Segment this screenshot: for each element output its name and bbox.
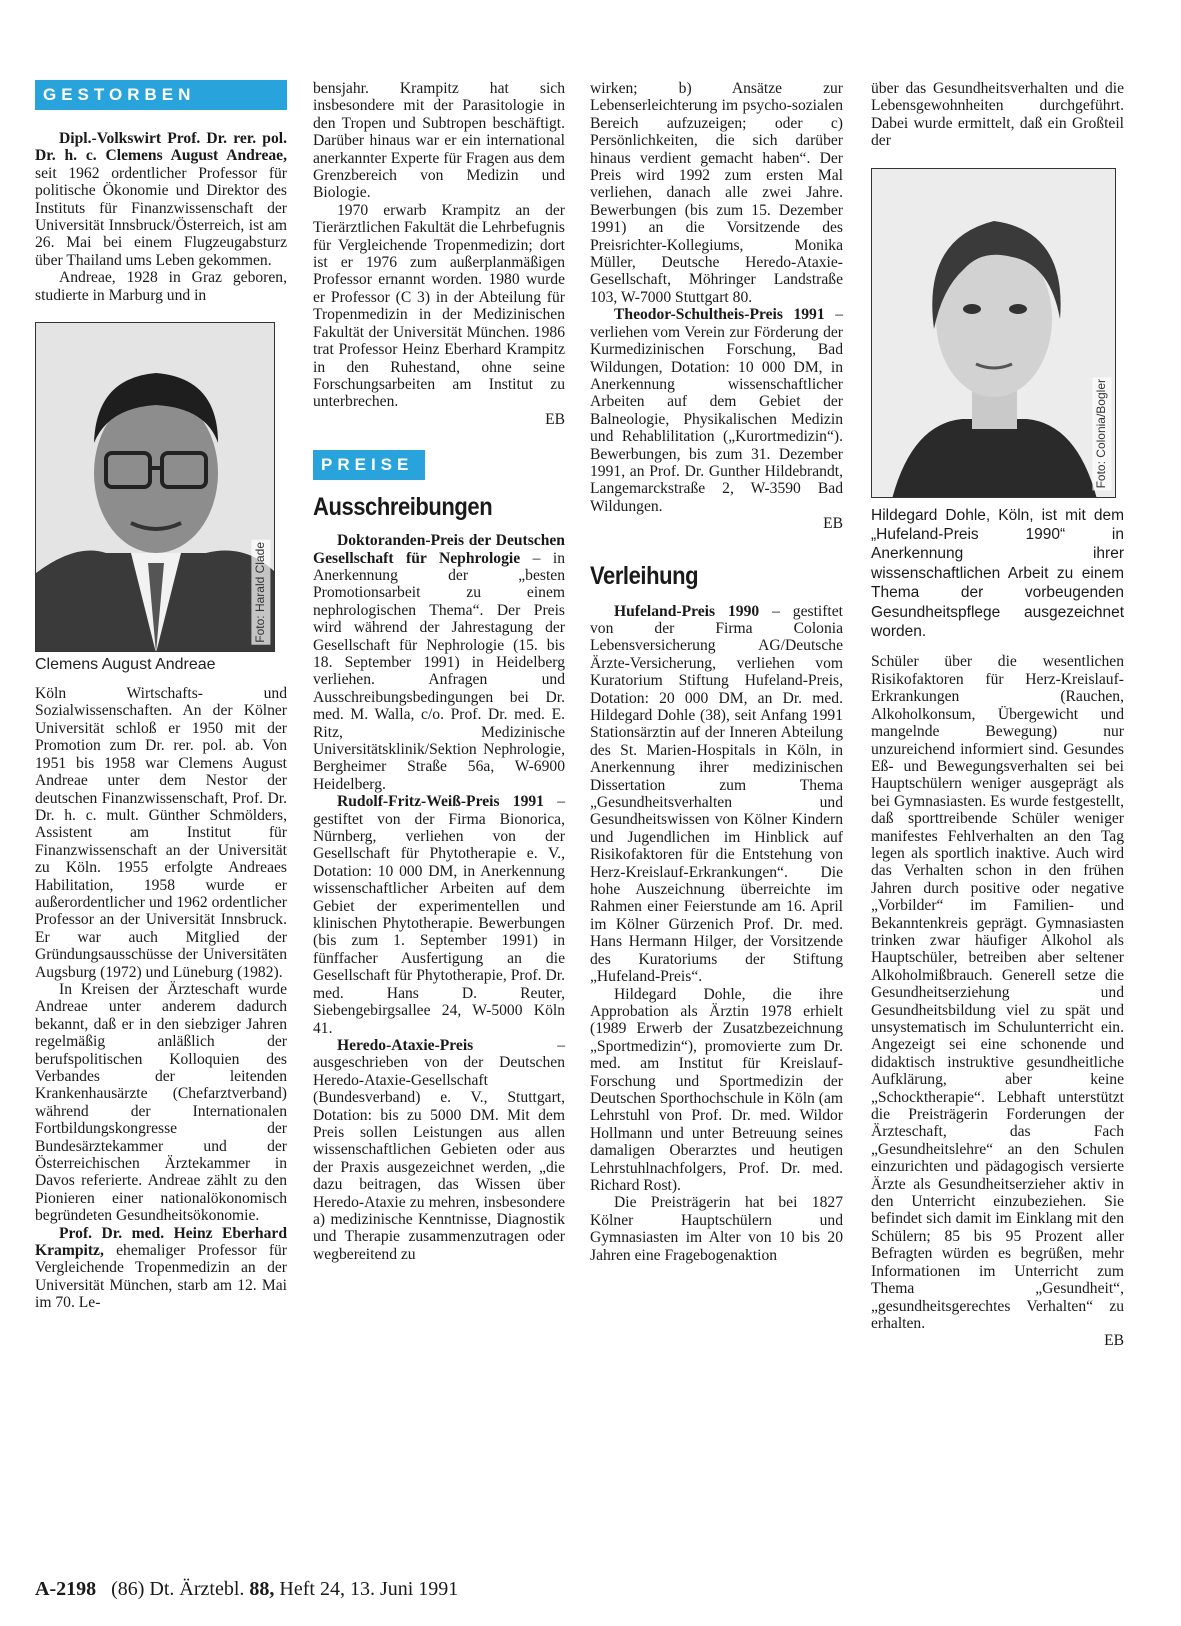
award-entry: Doktoranden-Preis der Deutschen Gesellschaft für Nephrologie – in Anerkennung der „besten Promotionsarbeit zu einem nephrologischen Thema“. Der Preis wird während der Jahrestagung der Gesellschaft für Nephrologie (15. bis 18. September 1991) in Heidelberg verliehen. Anfragen und Ausschreibungsbedingungen bei Dr. med. M. Walla, c/o. Prof. Dr. med. E. Ritz, Medizinische Universitätsklinik/Sektion Nephrologie, Bergheimer Straße 56a, W-6900 Heidelberg. bbox=[313, 532, 565, 793]
column-3 bbox=[590, 80, 843, 1264]
journal-reference: (86) Dt. Ärztebl. bbox=[111, 1578, 245, 1600]
award-entry: Hufeland-Preis 1990 – gestiftet von der Firma Colonia Lebensversicherung AG/Deutsche Ärzte-Versicherung, verliehen vom Kuratorium Stiftung Hufeland-Preis, Dotation: 20 000 DM, an Dr. med. Hildegard Dohle (38), seit Anfang 1991 Stationsärztin auf der Inneren Abteilung des St. Marien-Hospitals in Köln, in Anerkennung ihrer medizinischen Dissertation zum Thema „Gesundheitsverhalten und Gesundheitswissen von Kölner Kindern und Jugendlichen im Hinblick auf Risikofaktoren für die Entstehung von Herz-Kreislauf-Erkrankungen“. Die hohe Auszeichnung überreichte im Rahmen einer Feierstunde am 16. April im Kölner Gürzenich Prof. Dr. med. Hans Hermann Hilger, der Vorsitzende des Kuratoriums der Stiftung „Hufeland-Preis“. bbox=[590, 602, 844, 986]
paragraph: 1970 erwarb Krampitz an der Tierärztlichen Fakultät die Lehrbefugnis für Vergleichende Tropenmedizin; dort ist er 1976 zum außerplanmäßigen Professor ernannt worden. 1980 wurde er Professor (C 3) in der Abteilung für Tropenmedizin in der Medizinischen Fakultät der Universität München. 1986 trat Professor Heinz Eberhard Krampitz in den Ruhestand, ohne seine Forschungsarbeiten am Institut zu unterbrechen. bbox=[313, 201, 565, 411]
column-1 bbox=[35, 80, 287, 1312]
paragraph: Hildegard Dohle, die ihre Approbation als Ärztin 1978 erhielt (1989 Erwerb der Zusatzbezeichnung „Sportmedizin“), promovierte zum Dr. med. am Institut für Kreislauf-Forschung und Sportmedizin der Deutschen Sporthochschule in Köln (am Lehrstuhl von Prof. Dr. med. Wildor Hollmann und unter Betreuung seines damaligen Oberarztes und heutigen Lehrstuhlnachfolgers, Prof. Dr. med. Richard Rost). bbox=[590, 985, 843, 1194]
author-signature: EB bbox=[1104, 1332, 1124, 1350]
author-signature: EB bbox=[545, 410, 565, 428]
photo-credit: Foto: Harald Clade bbox=[251, 540, 270, 645]
paragraph: wirken; b) Ansätze zur Lebenserleichterung im psycho-sozialen Bereich aufzuzeigen; oder c) Persönlichkeiten, die sich darüber hinaus verdient gemacht haben“. Der Preis wird 1992 zum ersten Mal verliehen, danach alle zwei Jahre. Bewerbungen (bis zum 15. Dezember 1991) an die Vorsitzende des Preisrichter-Kollegiums, Monika Müller, Deutsche Heredo-Ataxie-Gesellschaft, Möhringer Landstraße 103, W-7000 Stuttgart 80. bbox=[590, 80, 843, 306]
paragraph: bensjahr. Krampitz hat sich insbesondere mit der Parasitologie in den Tropen und Subtropen beschäftigt. Darüber hinaus war er ein international anerkannter Experte für Fragen aus dem Grenzbereich von Medizin und Biologie. bbox=[313, 80, 565, 202]
award-name: Hufeland-Preis 1990 bbox=[614, 602, 760, 620]
column-2 bbox=[313, 80, 565, 1263]
paragraph: Andreae, 1928 in Graz geboren, studierte in Marburg und in bbox=[35, 269, 287, 304]
headline-verleihung: Verleihung bbox=[590, 561, 699, 590]
award-entry: Heredo-Ataxie-Preis – ausgeschrieben von der Deutschen Heredo-Ataxie-Gesellschaft (Bundesverband) e. V., Stuttgart, Dotation: bis zu 5000 DM. Mit dem Preis sollen Leistungen aus allen wissenschaftlichen Gebieten oder aus der Praxis ausgezeichnet werden, „die dazu beitragen, das Wissen über Heredo-Ataxie zu mehren, insbesondere a) medizinische Kenntnisse, Diagnostik und Therapie zusammenzutragen oder wegbereitend zu bbox=[313, 1036, 565, 1263]
portrait-photo-andreae bbox=[35, 322, 275, 652]
headline-ausschreibungen: Ausschreibungen bbox=[313, 493, 493, 522]
photo-caption-andreae: Clemens August Andreae bbox=[35, 656, 216, 674]
award-name: Theodor-Schultheis-Preis 1991 bbox=[614, 306, 825, 324]
photo-caption-dohle: Hildegard Dohle, Köln, ist mit dem „Hufeland-Preis 1990“ in Anerkennung ihrer wissenschaftlichen Arbeit zu einem Thema der vorbeugenden Gesundheitspflege ausgezeichnet worden. bbox=[871, 506, 1124, 641]
paragraph: über das Gesundheitsverhalten und die Lebensgewohnheiten durchgeführt. Dabei wurde ermittelt, daß ein Großteil der bbox=[871, 80, 1124, 150]
paragraph: Schüler über die wesentlichen Risikofaktoren für Herz-Kreislauf-Erkrankungen (Rauchen, Alkoholkonsum, Übergewicht und mangelnde Bewegung) nur unzureichend informiert sind. Gesundes Eß- und Bewegungsverhalten sei bei Hauptschülern weniger ausgeprägt als bei Gymnasiasten. Es wurde festgestellt, daß sporttreibende Schüler weniger manifestes Fehlverhalten an den Tag legen als sportlich inaktive. Auch wird das Verhalten schon in den frühen Jahren durch positive oder negative „Vorbilder“ im Familien- und Bekanntenkreis geprägt. Gymnasiasten trinken zwar häufiger Alkohol als Hauptschüler, betreiben aber seltener Alkoholmißbrauch. Generell setze die Gesundheitserziehung und Gesundheitsbildung viel zu spät und unsystematisch im Schulunterricht ein. Angezeigt sei eine schonende und didaktisch instruktive gesundheitliche Aufklärung, aber keine „Schocktherapie“. Lebhaft unterstützt die Preisträgerin Forderungen der Ärzteschaft, das Fach „Gesundheitslehre“ an den Schulen einzurichten und pädagogisch versierte Ärzte als Gesundheitserzieher aktiv in den Unterricht einzubeziehen. Sie befindet sich damit im Einklang mit den Schülern; 85 bis 95 Prozent aller Befragten würden es begrüßen, mehr Informationen im Unterricht zum Thema „Gesundheit“, „gesundheitsgerechtes Verhalten“ zu erhalten. bbox=[871, 653, 1124, 1332]
portrait-dohle-image bbox=[872, 169, 1116, 498]
journal-volume: 88, bbox=[249, 1578, 275, 1600]
paragraph: Köln Wirtschafts- und Sozialwissenschaften. An der Kölner Universität schloß er 1950 mit der Promotion zum Dr. rer. pol. ab. Von 1951 bis 1958 war Clemens August Andreae unter dem Nestor der deutschen Finanzwissenschaft, Prof. Dr. Dr. h. c. mult. Günther Schmölders, Assistent am Institut für Finanzwissenschaft an der Universität zu Köln. 1955 erfolgte Andreaes Habilitation, 1958 wurde er außerordentlicher und 1962 ordentlicher Professor an der Universität Innsbruck. Er war auch Mitglied der Gründungsausschüsse der Universitäten Augsburg (1972) und Lüneburg (1982). bbox=[35, 685, 287, 981]
portrait-andreae-image bbox=[36, 323, 275, 652]
page-number: A-2198 bbox=[35, 1578, 97, 1600]
paragraph: Die Preisträgerin hat bei 1827 Kölner Hauptschülern und Gymnasiasten im Alter von 10 bis 20 Jahren eine Fragebogenaktion bbox=[590, 1194, 843, 1264]
award-name: Doktoranden-Preis der Deutschen Gesellschaft für Nephrologie bbox=[313, 532, 565, 567]
award-name: Rudolf-Fritz-Weiß-Preis 1991 bbox=[337, 793, 544, 811]
paragraph: In Kreisen der Ärzteschaft wurde Andreae unter anderem dadurch bekannt, daß er in den siebziger Jahren regelmäßig anläßlich der berufspolitischen Kolloquien des Verbandes der leitenden Krankenhausärzte (Chefarztverband) während der Internationalen Fortbildungskongresse der Bundesärztekammer und der Österreichischen Ärztekammer in Davos referierte. Andreae zählt zu den Pionieren einer nationalökonomisch begründeten Gesundheitsökonomie. bbox=[35, 980, 287, 1225]
award-entry: Theodor-Schultheis-Preis 1991 – verliehen vom Verein zur Förderung der Kurmedizinischen Forschung, Bad Wildungen, Dotation: 10 000 DM, in Anerkennung wissenschaftlicher Arbeiten auf dem Gebiet der Balneologie, Physikalischen Medizin und Rehablilitation („Kurortmedizin“). Bewerbungen, bis zum 31. Dezember 1991, an Prof. Dr. Gunther Hildebrandt, Langemarckstraße 2, W-3590 Bad Wildungen. bbox=[590, 306, 843, 515]
photo-credit: Foto: Colonia/Bogler bbox=[1092, 377, 1111, 490]
section-header-preise: PREISE bbox=[313, 450, 425, 480]
obituary-andreae-name: Dipl.-Volkswirt Prof. Dr. rer. pol. Dr. h. c. Clemens August Andreae, bbox=[35, 130, 287, 165]
obituary-krampitz-name: Prof. Dr. med. Heinz Eberhard Krampitz, bbox=[35, 1224, 287, 1260]
journal-issue: Heft 24, 13. Juni 1991 bbox=[279, 1578, 459, 1600]
obituary-krampitz-intro: Prof. Dr. med. Heinz Eberhard Krampitz, ehemaliger Professor für Vergleichende Tropenmedizin an der Universität München, starb am 12. Mai im 70. Le- bbox=[35, 1224, 287, 1312]
award-entry: Rudolf-Fritz-Weiß-Preis 1991 – gestiftet von der Firma Bionorica, Nürnberg, verliehen von der Gesellschaft für Phytotherapie e. V., Dotation: 10 000 DM, in Anerkennung wissenschaftlicher Arbeiten auf dem Gebiet der experimentellen und klinischen Phytotherapie. Bewerbungen (bis zum 1. September 1991) in fünffacher Ausfertigung an die Gesellschaft für Phytotherapie, Prof. Dr. med. Hans D. Reuter, Siebengebirgsallee 24, W-5000 Köln 41. bbox=[313, 793, 565, 1037]
author-signature: EB bbox=[823, 515, 843, 533]
award-name: Heredo-Ataxie-Preis bbox=[337, 1036, 474, 1054]
page-footer bbox=[35, 1578, 458, 1601]
column-4 bbox=[871, 80, 1124, 1350]
section-header-gestorben: GESTORBEN bbox=[35, 80, 287, 110]
obituary-andreae-intro: Dipl.-Volkswirt Prof. Dr. rer. pol. Dr. h. c. Clemens August Andreae, seit 1962 ordentlicher Professor für politische Ökonomie und Direktor des Instituts für Finanzwissenschaft der Universität Innsbruck/Österreich, ist am 26. Mai bei einem Flugzeugabsturz über Thailand ums Leben gekommen. bbox=[35, 130, 287, 269]
portrait-photo-dohle bbox=[871, 168, 1116, 498]
